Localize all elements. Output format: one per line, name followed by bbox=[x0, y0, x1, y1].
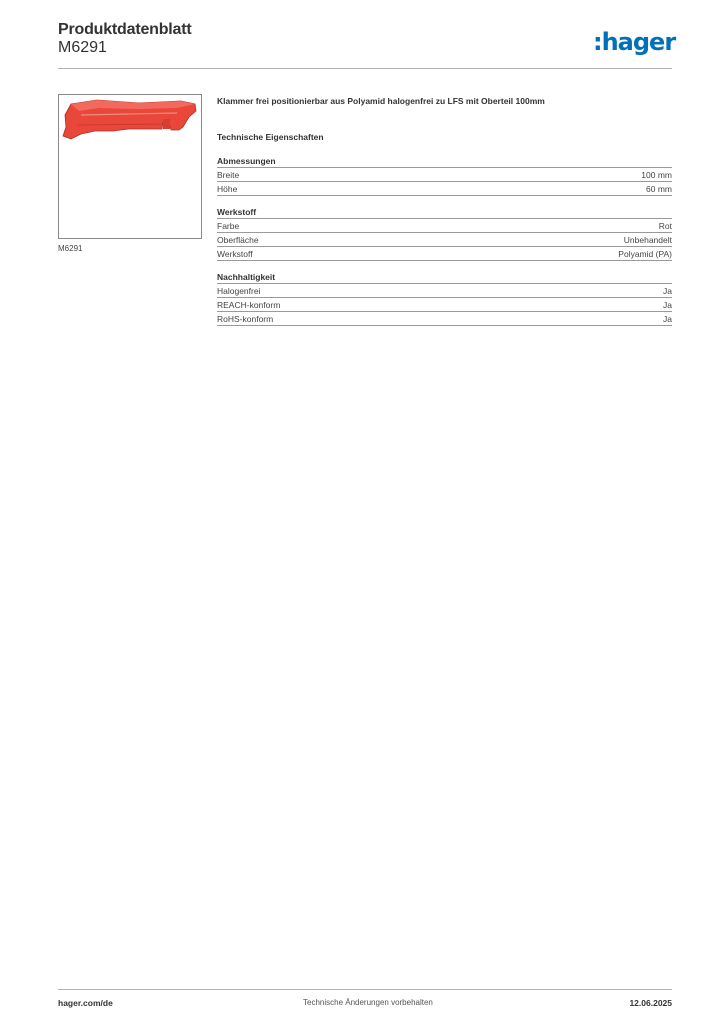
spec-group-werkstoff bbox=[217, 206, 672, 261]
hager-logo: :hager bbox=[593, 28, 676, 56]
clip-notch bbox=[163, 119, 170, 129]
spec-row bbox=[217, 168, 672, 182]
spec-value: Polyamid (PA) bbox=[618, 249, 672, 259]
spec-label: Halogenfrei bbox=[217, 286, 261, 296]
product-description: Klammer frei positionierbar aus Polyamid halogenfrei zu LFS mit Oberteil 100mm bbox=[217, 96, 545, 106]
spec-label: Oberfläche bbox=[217, 235, 259, 245]
spec-label: Breite bbox=[217, 170, 240, 180]
spec-label: REACH-konform bbox=[217, 300, 281, 310]
spec-row bbox=[217, 233, 672, 247]
footer-divider bbox=[58, 989, 672, 990]
spec-row bbox=[217, 284, 672, 298]
content-column bbox=[217, 96, 672, 336]
header-divider bbox=[58, 68, 672, 69]
spec-label: RoHS-konform bbox=[217, 314, 274, 324]
spec-row bbox=[217, 219, 672, 233]
spec-value: Ja bbox=[663, 300, 672, 310]
spec-row bbox=[217, 312, 672, 326]
footer-note: Technische Änderungen vorbehalten bbox=[303, 998, 433, 1007]
spec-row bbox=[217, 298, 672, 312]
spec-group-title: Nachhaltigkeit bbox=[217, 271, 672, 284]
spec-value: 60 mm bbox=[646, 184, 672, 194]
spec-value: Rot bbox=[658, 221, 672, 231]
page-title: Produktdatenblatt bbox=[58, 21, 192, 38]
spec-group-title: Werkstoff bbox=[217, 206, 672, 219]
spec-group-title: Abmessungen bbox=[217, 155, 672, 168]
spec-row bbox=[217, 182, 672, 196]
spec-row bbox=[217, 247, 672, 261]
spec-value: Ja bbox=[663, 314, 672, 324]
spec-group-abmessungen bbox=[217, 155, 672, 196]
spec-value: 100 mm bbox=[641, 170, 672, 180]
product-image bbox=[58, 94, 202, 239]
image-caption: M6291 bbox=[58, 244, 83, 253]
section-heading: Technische Eigenschaften bbox=[217, 132, 324, 142]
spec-group-nachhaltigkeit bbox=[217, 271, 672, 326]
footer-date: 12.06.2025 bbox=[629, 998, 672, 1008]
spec-value: Unbehandelt bbox=[623, 235, 672, 245]
clip-image bbox=[59, 95, 201, 238]
spec-label: Farbe bbox=[217, 221, 240, 231]
footer-website-link[interactable]: hager.com/de bbox=[58, 998, 113, 1008]
spec-label: Höhe bbox=[217, 184, 238, 194]
spec-label: Werkstoff bbox=[217, 249, 253, 259]
spec-value: Ja bbox=[663, 286, 672, 296]
product-number: M6291 bbox=[58, 39, 107, 56]
